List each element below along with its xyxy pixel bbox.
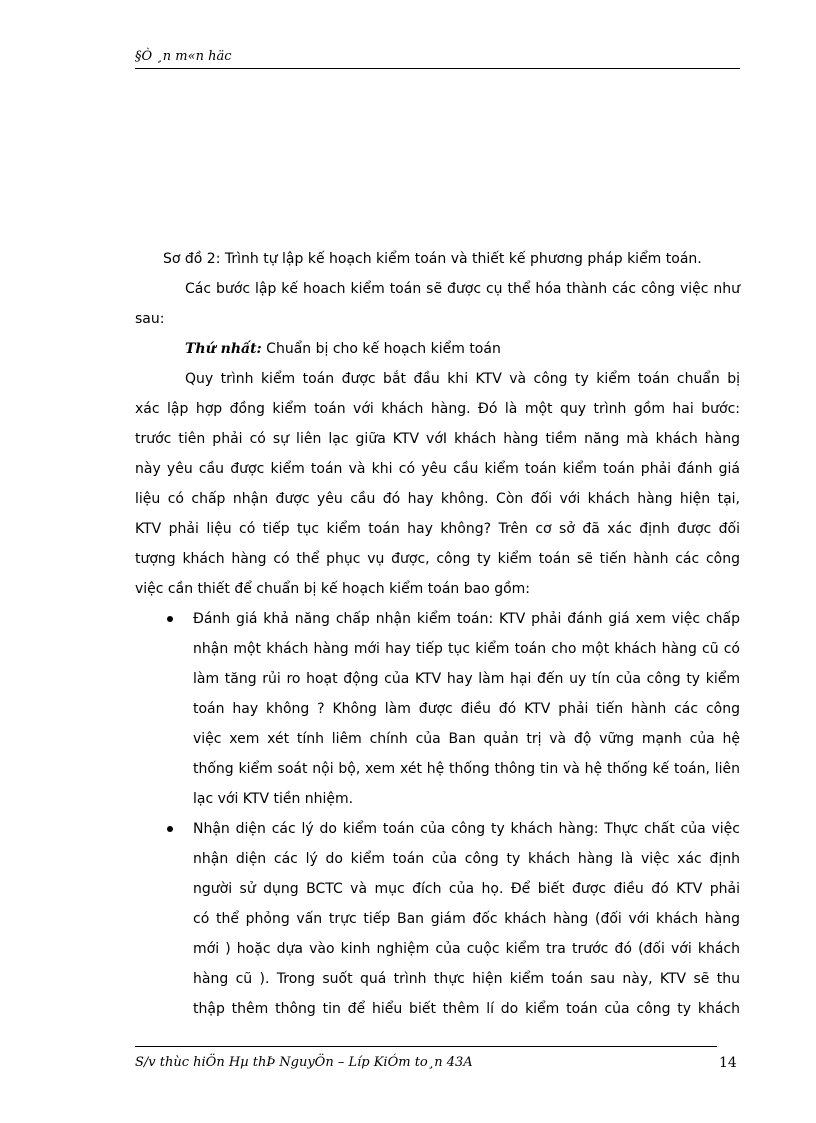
bullet-line: có thể phỏng vấn trực tiếp Ban giám đốc khách hàng (đối với khách hàng — [193, 911, 740, 927]
footer-rule — [135, 1046, 717, 1047]
intro-line: Các bước lập kế hoach kiểm toán sẽ được cụ thể hóa thành các công việc như — [185, 281, 740, 297]
bullet-line: việc xem xét tính liêm chính của Ban quản trị và độ vững mạnh của hệ — [193, 731, 740, 747]
paragraph-line: tượng khách hàng có thể phục vụ được, công ty kiểm toán sẽ tiến hành các công — [135, 551, 740, 567]
page-header — [135, 48, 740, 69]
bullet-line: hàng cũ ). Trong suốt quá trình thực hiện kiểm toán sau này, KTV sẽ thu — [193, 971, 740, 987]
intro-line: sau: — [135, 311, 165, 327]
page-number: 14 — [719, 1055, 737, 1071]
bullet-line: người sử dụng BCTC và mục đích của họ. Để biết được điều đó KTV phải — [193, 881, 740, 897]
paragraph-line: Quy trình kiểm toán được bắt đầu khi KTV và công ty kiểm toán chuẩn bị — [185, 371, 740, 387]
bullet-icon — [167, 826, 173, 832]
bullet-line: mới ) hoặc dựa vào kinh nghiệm của cuộc kiểm tra trước đó (đối với khách — [193, 941, 740, 957]
paragraph-line: KTV phải liệu có tiếp tục kiểm toán hay không? Trên cơ sở đã xác định được đối — [135, 521, 740, 537]
paragraph-line: trước tiên phải có sự liên lạc giữa KTV vớI khách hàng tiềm năng mà khách hàng — [135, 431, 740, 447]
paragraph-line: liệu có chấp nhận được yêu cầu đó hay không. Còn đối với khách hàng hiện tại, — [135, 491, 740, 507]
figure-caption: Sơ đồ 2: Trình tự lập kế hoạch kiểm toán và thiết kế phương pháp kiểm toán. — [163, 251, 702, 267]
bullet-icon — [167, 616, 173, 622]
section-title: Chuẩn bị cho kế hoạch kiểm toán — [266, 341, 501, 357]
document-body — [135, 244, 740, 1024]
bullet-line: Đánh giá khả năng chấp nhận kiểm toán: KTV phải đánh giá xem việc chấp — [135, 604, 740, 634]
bullet-line: nhận một khách hàng mới hay tiếp tục kiểm toán cho một khách hàng cũ có — [193, 641, 740, 657]
bullet-line: thập thêm thông tin để hiểu biết thêm lí do kiểm toán của công ty khách — [193, 1001, 740, 1017]
bullet-line: nhận diện các lý do kiểm toán của công ty khách hàng là việc xác định — [193, 851, 740, 867]
header-title: §Ò ¸n m«n häc — [135, 49, 232, 64]
footer-author: S/v thùc hiÖn Hµ thÞ NguyÖn – Líp KiÓm to¸n 43A — [135, 1055, 473, 1070]
bullet-line: Nhận diện các lý do kiểm toán của công ty khách hàng: Thực chất của việc — [135, 814, 740, 844]
bullet-line: thống kiểm soát nội bộ, xem xét hệ thống thông tin và hệ thống kế toán, liên — [193, 761, 740, 777]
bullet-line: làm tăng rủi ro hoạt động của KTV hay làm hại đến uy tín của công ty kiểm — [193, 671, 740, 687]
paragraph-line: việc cần thiết để chuẩn bị kế hoạch kiểm toán bao gồm: — [135, 581, 531, 597]
bullet-item — [135, 604, 740, 814]
section-heading — [135, 334, 740, 364]
bullet-item — [135, 814, 740, 1024]
paragraph-line: này yêu cầu được kiểm toán và khi có yêu cầu kiểm toán kiểm toán phải đánh giá — [135, 461, 740, 477]
paragraph-line: xác lập hợp đồng kiểm toán với khách hàng. Đó là một quy trình gồm hai bước: — [135, 401, 740, 417]
section-label: Thứ nhất: — [185, 341, 262, 357]
bullet-line: lạc với KTV tiền nhiệm. — [193, 791, 354, 807]
bullet-line: toán hay không ? Không làm được điều đó KTV phải tiến hành các công — [193, 701, 740, 717]
